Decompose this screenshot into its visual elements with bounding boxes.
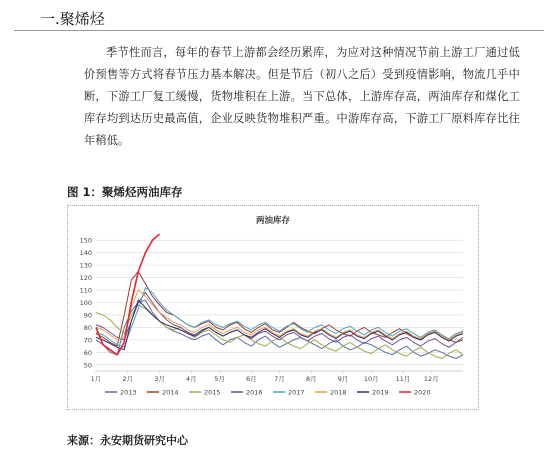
legend-label-2018: 2018 <box>330 388 347 397</box>
figure-caption: 图 1：聚烯烃两油库存 <box>67 185 183 199</box>
x-tick-label: 9月 <box>337 375 349 383</box>
y-tick-label: 70 <box>83 336 92 345</box>
series-line-2016 <box>96 293 463 348</box>
y-tick-label: 90 <box>83 311 92 320</box>
y-tick-label: 50 <box>83 361 92 370</box>
legend-label-2013: 2013 <box>120 388 137 397</box>
y-tick-label: 120 <box>79 274 92 283</box>
x-tick-label: 12月 <box>423 375 439 383</box>
y-tick-label: 60 <box>83 348 92 357</box>
series-line-2019 <box>96 300 463 350</box>
chart-frame <box>67 205 479 410</box>
body-paragraph: 季节性而言，每年的春节上游都会经历累库，为应对这种情况节前上游工厂通过低价预售等方式将春节压力基本解决。但是节后（初八之后）受到疫情影响，物流几乎中断，下游工厂复工缓慢，货物堆积在上游。当下总体，上游库存高，两油库存和煤化工库存均到达历史最高值，企业反映货物堆积严重。中游库存高，下游工厂原料库存比往年稍低。 <box>84 46 520 147</box>
x-tick-label: 10月 <box>363 375 379 383</box>
x-tick-label: 2月 <box>122 375 134 383</box>
legend-label-2017: 2017 <box>288 388 305 397</box>
x-tick-label: 1月 <box>90 375 102 383</box>
legend-label-2014: 2014 <box>162 388 179 397</box>
heading-rule <box>14 30 544 31</box>
legend-label-2020: 2020 <box>414 388 431 397</box>
x-tick-label: 5月 <box>214 375 225 383</box>
y-tick-label: 140 <box>79 249 92 258</box>
y-tick-label: 130 <box>79 261 92 270</box>
chart-title: 两油库存 <box>255 216 291 226</box>
x-tick-label: 7月 <box>274 375 285 383</box>
series-line-2014 <box>96 271 463 346</box>
y-tick-label: 150 <box>79 236 92 245</box>
x-tick-label: 6月 <box>245 375 257 383</box>
x-tick-label: 4月 <box>185 375 197 383</box>
x-tick-label: 8月 <box>305 375 317 383</box>
inventory-line-chart <box>68 206 478 409</box>
y-tick-label: 100 <box>79 299 92 307</box>
section-title: 一.聚烯烃 <box>40 10 105 28</box>
y-tick-label: 80 <box>83 323 92 332</box>
legend-label-2016: 2016 <box>246 388 263 397</box>
source-note: 来源：永安期货研究中心 <box>67 434 188 447</box>
x-tick-label: 3月 <box>154 375 165 383</box>
x-tick-label: 11月 <box>395 375 411 383</box>
legend-label-2019: 2019 <box>372 388 389 397</box>
y-tick-label: 110 <box>79 286 92 295</box>
legend-label-2015: 2015 <box>204 388 221 397</box>
